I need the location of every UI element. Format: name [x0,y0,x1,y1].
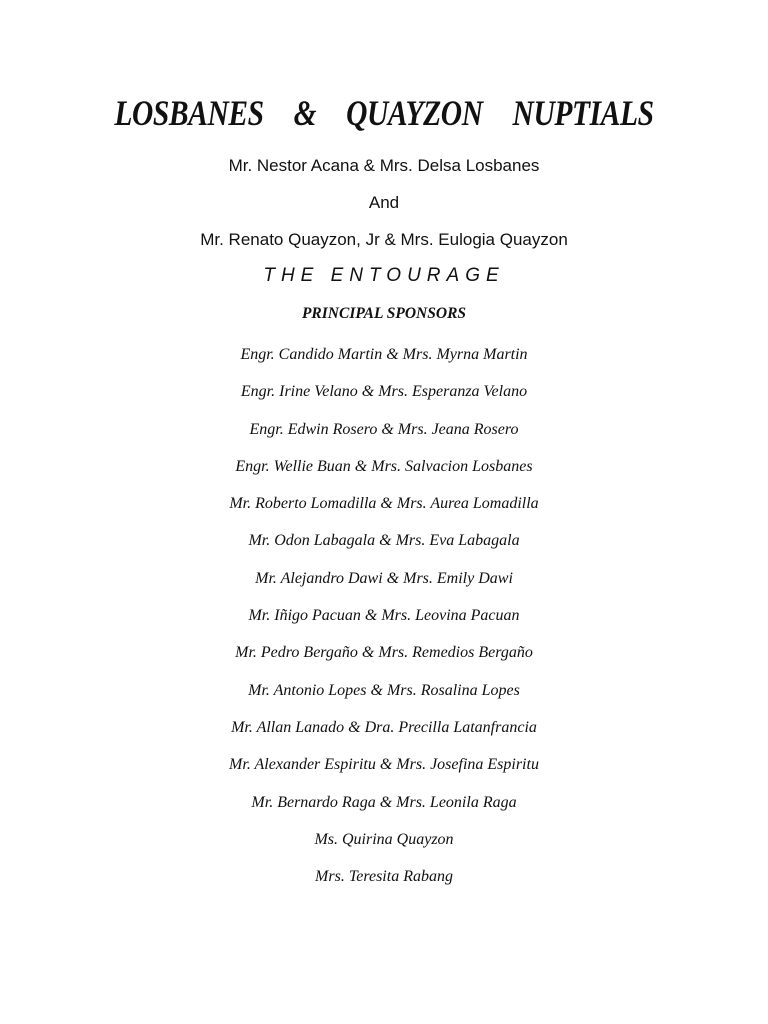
sponsor-entry: Mr. Iñigo Pacuan & Mrs. Leovina Pacuan [248,607,520,625]
sponsor-entry: Ms. Quirina Quayzon [314,830,454,848]
parents-line: And [368,193,400,212]
sponsor-entry: Mr. Alexander Espiritu & Mrs. Josefina Espiritu [229,756,539,774]
sponsor-entry: Mr. Allan Lanado & Dra. Precilla Latanfrancia [231,718,537,736]
sponsor-entry: Mr. Alejandro Dawi & Mrs. Emily Dawi [255,569,513,587]
parents-line: Mr. Nestor Acana & Mrs. Delsa Losbanes [228,156,540,175]
sponsor-entry: Mr. Pedro Bergaño & Mrs. Remedios Bergaño [235,644,533,662]
sponsors-list [0,343,768,902]
entourage-heading: THE ENTOURAGE [263,265,505,286]
sponsor-entry: Mr. Odon Labagala & Mrs. Eva Labagala [248,532,520,550]
parents-block [0,154,768,265]
sponsor-entry: Engr. Irine Velano & Mrs. Esperanza Velano [240,383,528,401]
sponsor-entry: Mr. Antonio Lopes & Mrs. Rosalina Lopes [248,681,520,699]
parents-line: Mr. Renato Quayzon, Jr & Mrs. Eulogia Quayzon [200,230,568,249]
sponsor-entry: Mr. Roberto Lomadilla & Mrs. Aurea Lomadilla [229,495,539,513]
document-title: LOSBANES & QUAYZON NUPTIALS [114,93,654,133]
principal-sponsors-heading: PRINCIPAL SPONSORS [301,305,467,322]
sponsor-entry: Mrs. Teresita Rabang [315,868,453,886]
sponsor-entry: Engr. Candido Martin & Mrs. Myrna Martin [240,346,528,363]
sponsor-entry: Engr. Wellie Buan & Mrs. Salvacion Losbanes [235,457,533,475]
sponsor-entry: Mr. Bernardo Raga & Mrs. Leonila Raga [251,793,517,811]
sponsor-entry: Engr. Edwin Rosero & Mrs. Jeana Rosero [249,420,519,438]
